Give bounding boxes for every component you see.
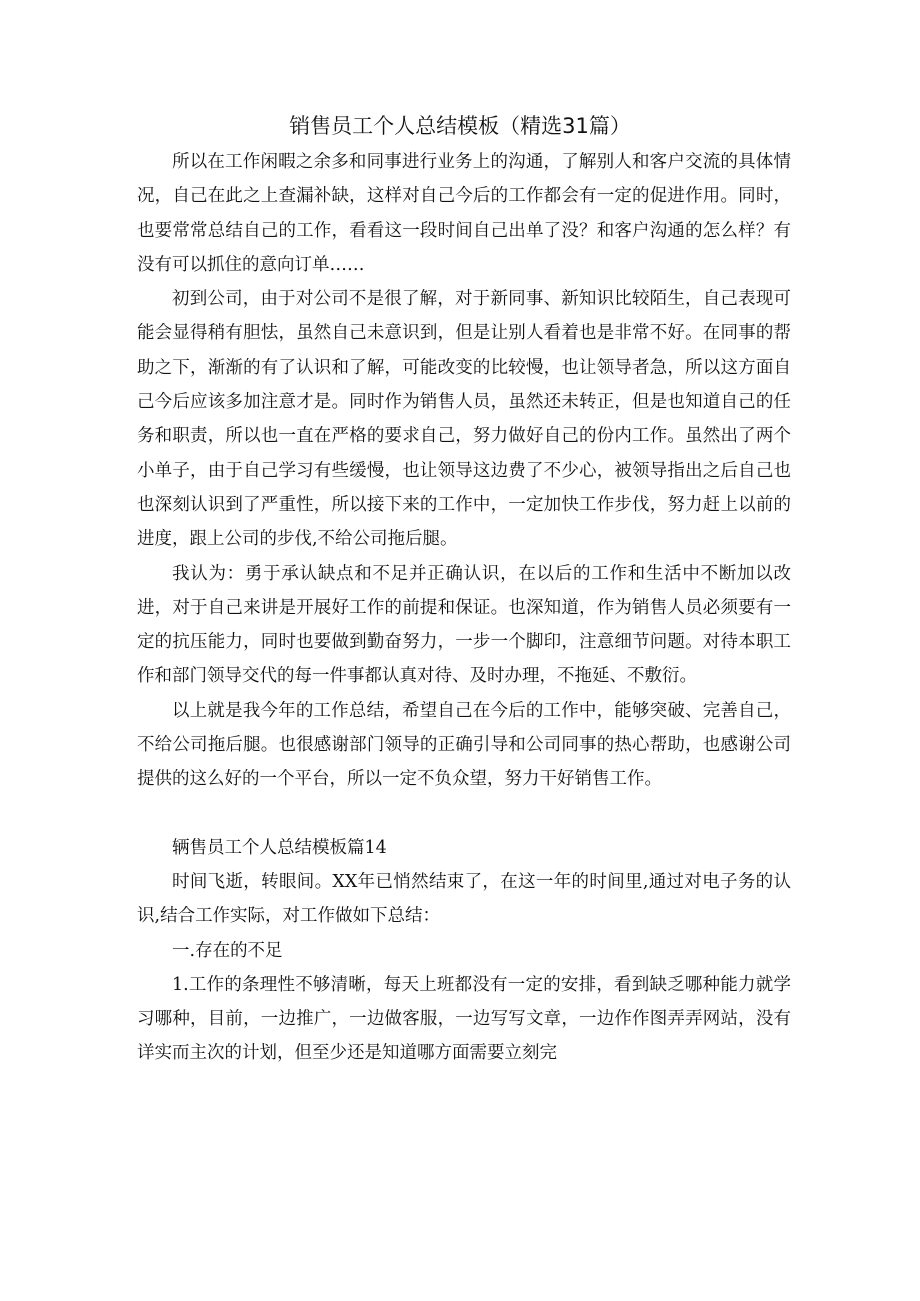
blank-line	[137, 797, 791, 831]
document-body	[137, 145, 791, 1071]
paragraph: 时间飞逝，转眼间。XX年已悄然结束了，在这一年的时间里,通过对电子务的认识,结合工作实际，对工作做如下总结：	[137, 871, 791, 927]
section-heading: 辆售员工个人总结模板篇14	[172, 837, 387, 858]
paragraph: 我认为：勇于承认缺点和不足并正确认识，在以后的工作和生活中不断加以改进，对于自己来讲是开展好工作的前提和保证。也深知道，作为销售人员必须要有一定的抗压能力，同时也要做到勤奋努力，一步一个脚印，注意细节问题。对待本职工作和部门领导交代的每一件事都认真对待、及时办理，不拖延、不敷衍。	[137, 563, 791, 687]
subheading: 一.存在的不足	[172, 940, 283, 961]
paragraph: 以上就是我今年的工作总结，希望自己在今后的工作中，能够突破、完善自己，不给公司拖后腿。也很感谢部门领导的正确引导和公司同事的热心帮助，也感谢公司提供的这么好的一个平台，所以一定不负众望，努力干好销售工作。	[137, 700, 791, 790]
paragraph: 1.工作的条理性不够清晰，每天上班都没有一定的安排，看到缺乏哪种能力就学习哪种，目前，一边推广，一边做客服，一边写写文章，一边作作图弄弄网站，没有详实而主次的计划，但至少还是知道哪方面需要立刻完	[137, 974, 791, 1064]
paragraph: 所以在工作闲暇之余多和同事进行业务上的沟通，了解别人和客户交流的具体情况，自己在此之上查漏补缺，这样对自己今后的工作都会有一定的促进作用。同时，也要常常总结自己的工作，看看这一段时间自己出单了没？和客户沟通的怎么样？有没有可以抓住的意向订单……	[137, 152, 791, 275]
document-title: 销售员工个人总结模板（精选31篇）	[289, 114, 631, 138]
paragraph: 初到公司，由于对公司不是很了解，对于新同事、新知识比较陌生，自己表现可能会显得稍有胆怯，虽然自己未意识到，但是让别人看着也是非常不好。在同事的帮助之下，渐渐的有了认识和了解，可能改变的比较慢，也让领导者急，所以这方面自己今后应该多加注意才是。同时作为销售人员，虽然还未转正，但是也知道自己的任务和职责，所以也一直在严格的要求自己，努力做好自己的份内工作。虽然出了两个小单子，由于自己学习有些缓慢，也让领导这边费了不少心，被领导指出之后自己也也深刻认识到了严重性，所以接下来的工作中，一定加快工作步伐，努力赶上以前的进度，跟上公司的步伐,不给公司拖后腿。	[137, 289, 791, 550]
